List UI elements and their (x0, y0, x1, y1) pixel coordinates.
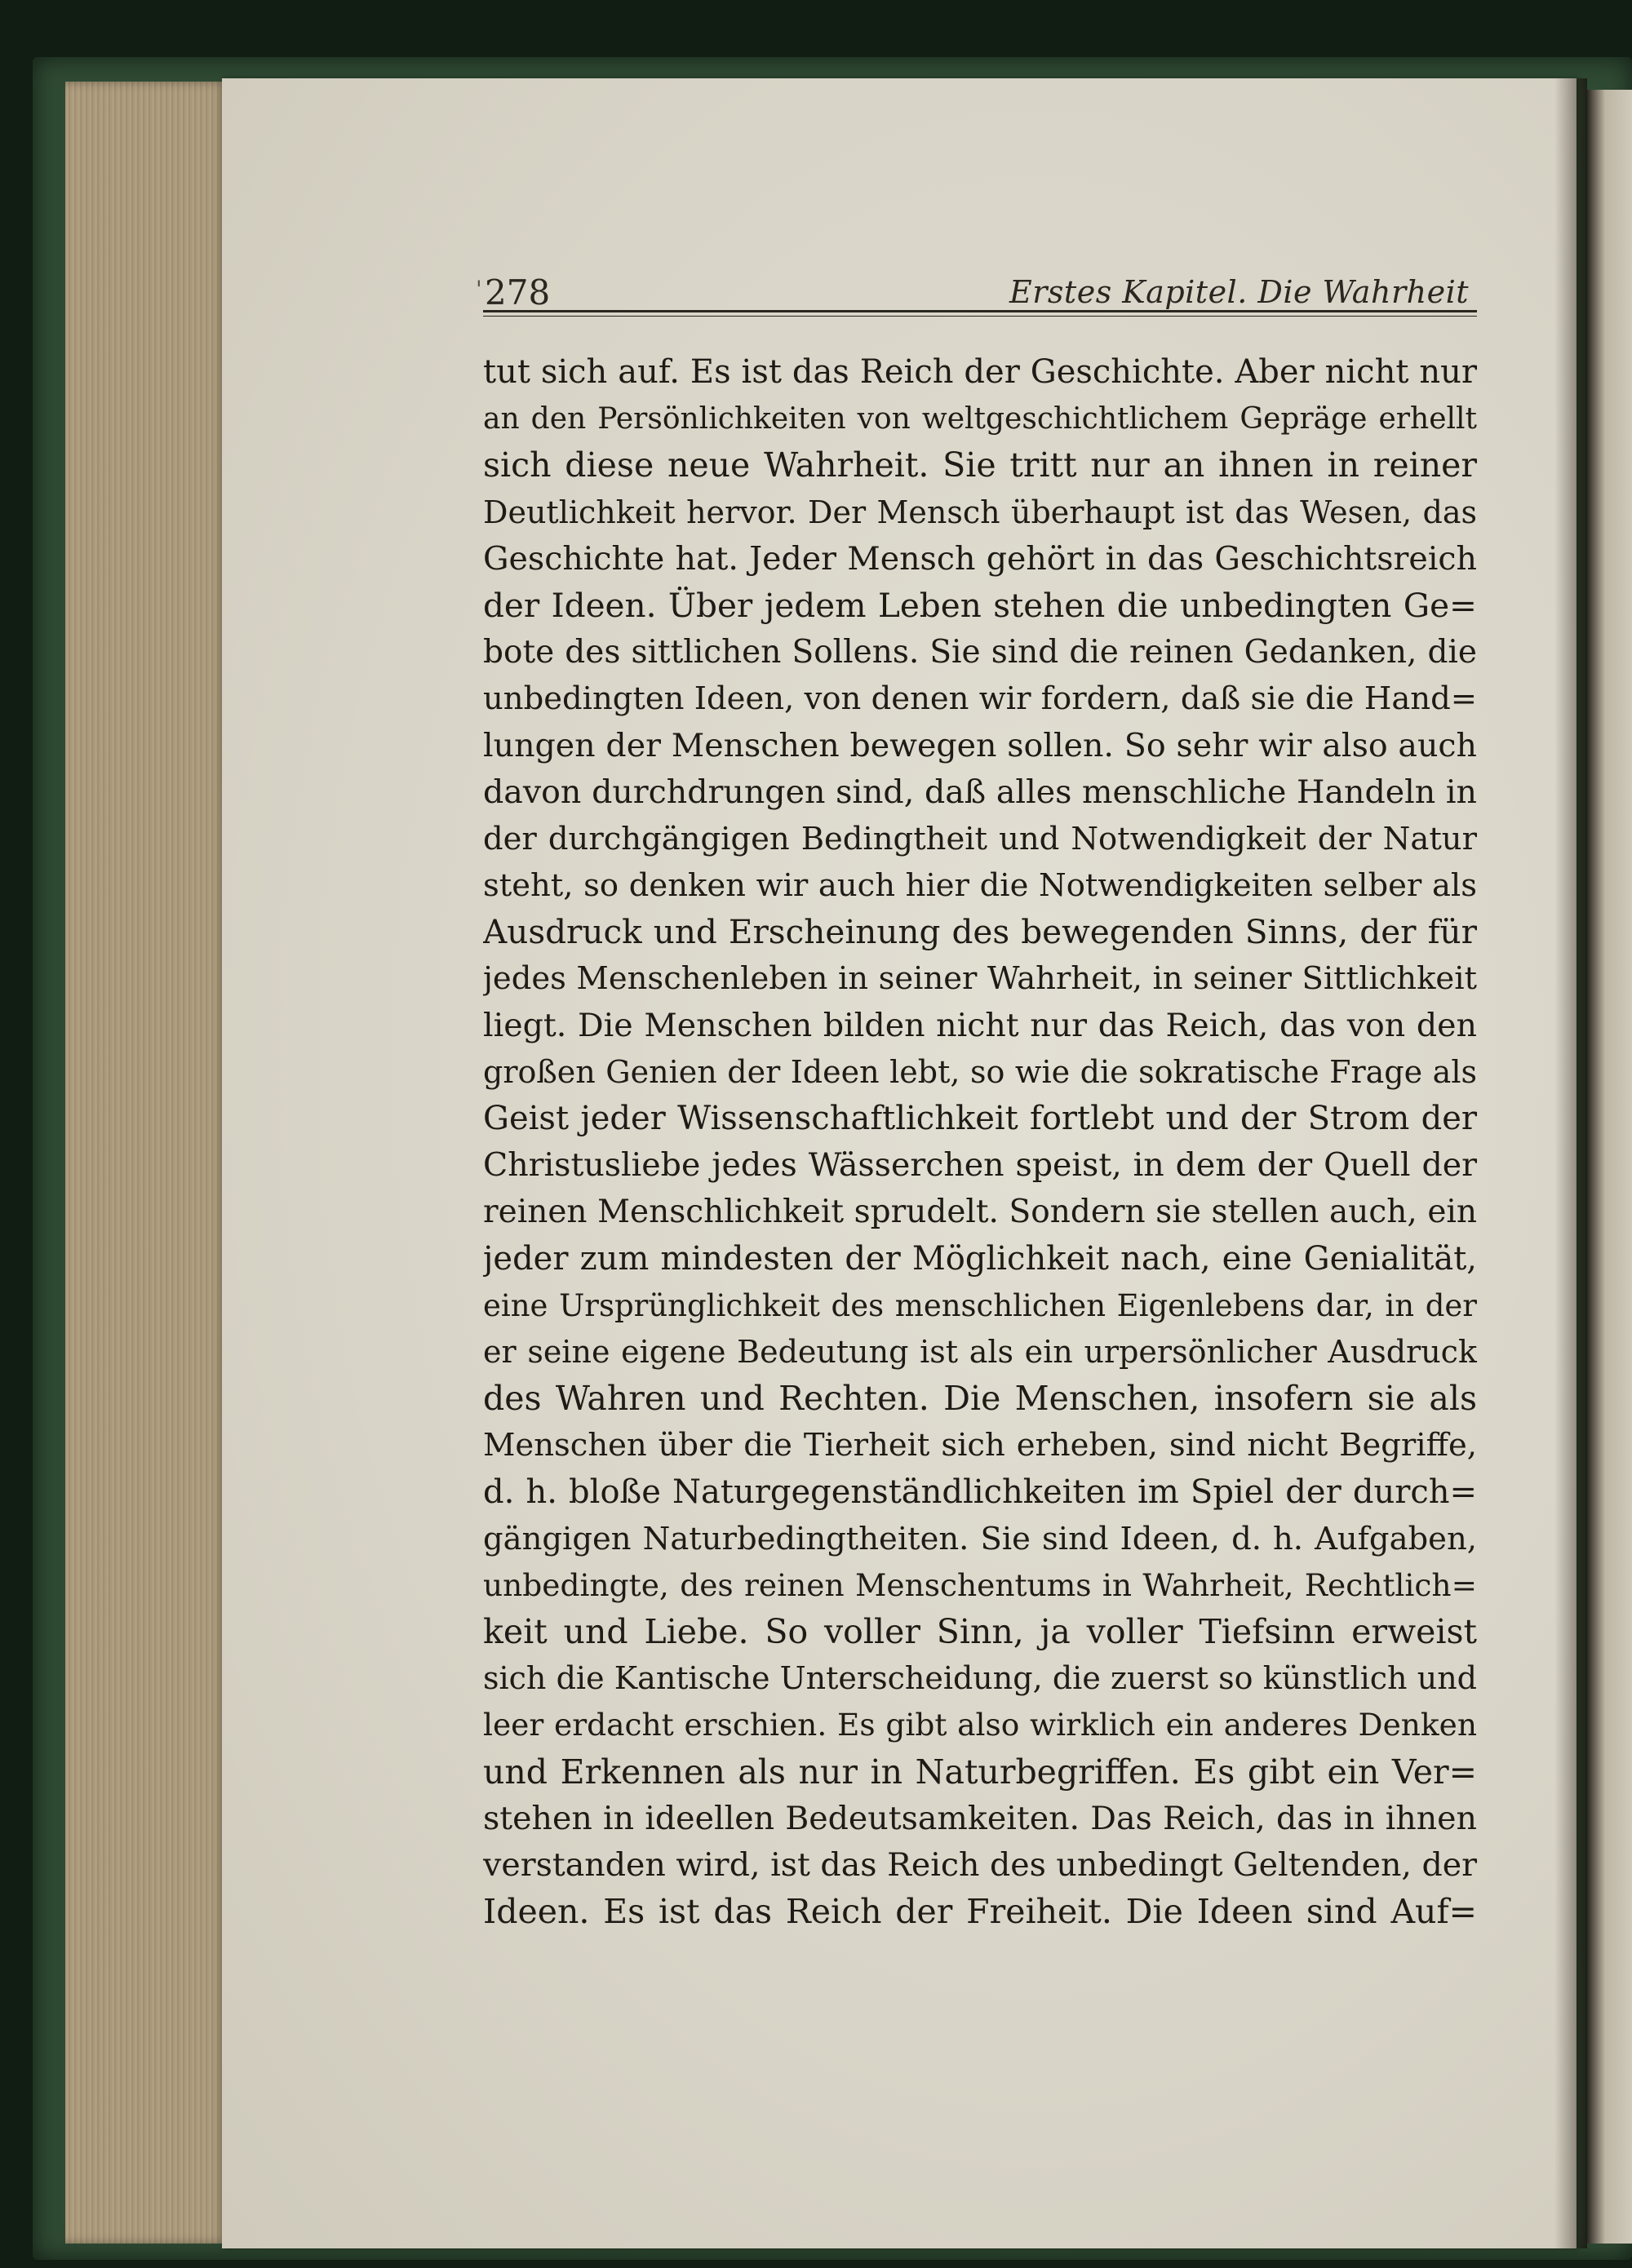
text-line: gängigen Naturbedingtheiten. Sie sind Ideen, d. h. Aufgaben, (483, 1520, 1477, 1557)
page-edges (65, 82, 228, 2244)
text-line: Christusliebe jedes Wässerchen speist, in dem der Quell der (483, 1146, 1477, 1185)
text-line: bote des sittlichen Sollens. Sie sind die reinen Gedanken, die (483, 634, 1477, 671)
text-line: d. h. bloße Naturgegenständlichkeiten im Spiel der durch= (483, 1473, 1477, 1511)
text-line: der Ideen. Über jedem Leben stehen die unbedingten Ge= (483, 585, 1477, 625)
text-line: sich die Kantische Unterscheidung, die zuerst so künstlich und (483, 1660, 1477, 1697)
text-line: des Wahren und Rechten. Die Menschen, insofern sie als (483, 1379, 1477, 1419)
text-line: Geschichte hat. Jeder Mensch gehört in das Geschichtsreich (483, 539, 1477, 578)
text-line: lungen der Menschen bewegen sollen. So sehr wir also auch (483, 726, 1477, 764)
text-line: an den Persönlichkeiten von weltgeschichtlichem Gepräge erhellt (483, 402, 1477, 436)
text-line: Ausdruck und Erscheinung des bewegenden Sinns, der für (483, 912, 1477, 952)
text-line: stehen in ideellen Bedeutsamkeiten. Das Reich, das in ihnen (483, 1799, 1477, 1837)
text-line: unbedingten Ideen, von denen wir fordern, daß sie die Hand= (483, 680, 1477, 718)
page-gutter (1554, 78, 1587, 2248)
running-head: Erstes Kapitel. Die Wahrheit (1009, 274, 1469, 310)
text-line: keit und Liebe. So voller Sinn, ja voller Tiefsinn erweist (483, 1612, 1477, 1652)
text-line: reinen Menschlichkeit sprudelt. Sondern sie stellen auch, ein (483, 1194, 1477, 1231)
text-line: und Erkennen als nur in Naturbegriffen. Es gibt ein Ver= (483, 1752, 1477, 1792)
text-line: Geist jeder Wissenschaftlichkeit fortlebt und der Strom der (483, 1100, 1477, 1137)
pencil-mark: ' (476, 276, 482, 303)
text-line: sich diese neue Wahrheit. Sie tritt nur an ihnen in reiner (483, 445, 1477, 485)
header-rule (483, 310, 1477, 317)
text-line: liegt. Die Menschen bilden nicht nur das Reich, das von den (483, 1006, 1477, 1044)
facing-page-edge (1587, 90, 1632, 2244)
text-line: Ideen. Es ist das Reich der Freiheit. Die Ideen sind Auf= (483, 1892, 1477, 1932)
text-line: großen Genien der Ideen lebt, so wie die sokratische Frage als (483, 1053, 1477, 1090)
body-text (483, 349, 1477, 1935)
text-line: eine Ursprünglichkeit des menschlichen Eigenlebens dar, in der (483, 1287, 1477, 1323)
text-line: jeder zum mindesten der Möglichkeit nach, eine Genialität, (483, 1239, 1477, 1278)
text-line: Menschen über die Tierheit sich erheben, sind nicht Begriffe, (483, 1427, 1477, 1464)
text-line: verstanden wird, ist das Reich des unbedingt Geltenden, der (483, 1846, 1477, 1884)
text-line: unbedingte, des reinen Menschentums in Wahrheit, Rechtlich= (483, 1566, 1477, 1603)
text-line: der durchgängigen Bedingtheit und Notwendigkeit der Natur (483, 820, 1477, 857)
text-line: steht, so denken wir auch hier die Notwendigkeiten selber als (483, 867, 1477, 905)
text-line: tut sich auf. Es ist das Reich der Geschichte. Aber nicht nur (483, 353, 1477, 391)
page-number: 278 (485, 272, 551, 312)
text-line: er seine eigene Bedeutung ist als ein urpersönlicher Ausdruck (483, 1333, 1477, 1370)
text-line: leer erdacht erschien. Es gibt also wirklich ein anderes Denken (483, 1707, 1477, 1743)
text-line: Deutlichkeit hervor. Der Mensch überhaupt ist das Wesen, das (483, 494, 1477, 530)
text-line: jedes Menschenleben in seiner Wahrheit, in seiner Sittlichkeit (483, 960, 1477, 998)
page-header (483, 269, 1477, 315)
text-line: davon durchdrungen sind, daß alles menschliche Handeln in (483, 773, 1477, 811)
